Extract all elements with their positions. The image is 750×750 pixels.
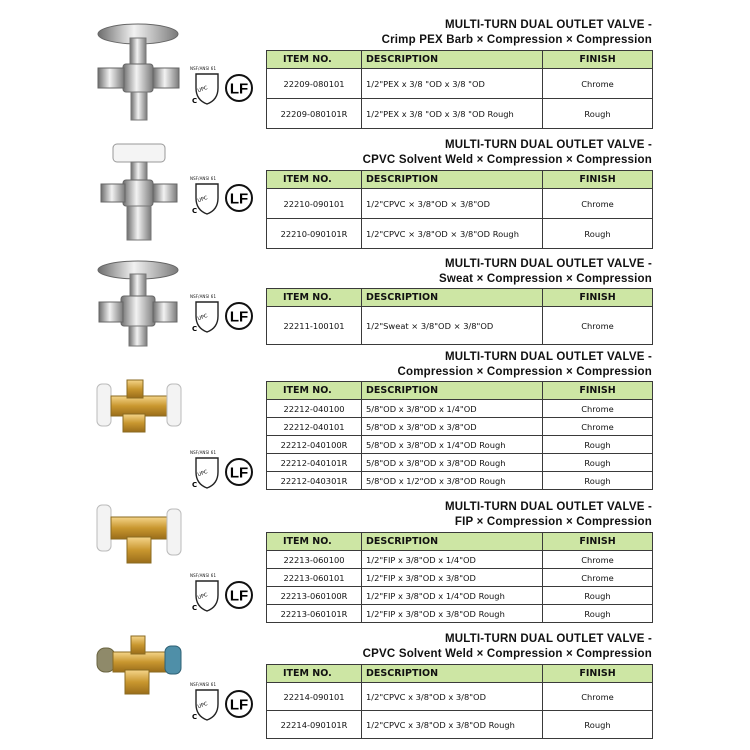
column-header-description: DESCRIPTION — [362, 171, 543, 189]
description-cell: 1/2"CPVC × 3/8"OD × 3/8"OD Rough — [362, 219, 543, 249]
item-number-cell: 22212-040100 — [267, 400, 362, 418]
section-title — [398, 350, 652, 380]
finish-cell: Chrome — [543, 418, 653, 436]
description-cell: 1/2"PEX x 3/8 "OD x 3/8 "OD Rough — [362, 99, 543, 129]
finish-cell: Rough — [543, 99, 653, 129]
lf-text: LF — [229, 308, 249, 326]
table-header-row — [267, 382, 653, 400]
item-number-cell: 22213-060100R — [267, 587, 362, 605]
table-header-row — [267, 171, 653, 189]
table-row — [267, 307, 653, 345]
table-row — [267, 551, 653, 569]
c-mark: C — [192, 713, 198, 721]
table-row — [267, 436, 653, 454]
upc-certification-icon — [192, 688, 222, 722]
column-header-description: DESCRIPTION — [362, 51, 543, 69]
lf-text: LF — [229, 464, 249, 482]
spec-table — [266, 532, 653, 623]
finish-cell: Rough — [543, 454, 653, 472]
item-number-cell: 22214-090101R — [267, 711, 362, 739]
upc-text: UPC — [196, 85, 209, 95]
c-mark: C — [192, 207, 198, 215]
item-number-cell: 22213-060100 — [267, 551, 362, 569]
finish-cell: Chrome — [543, 683, 653, 711]
table-row — [267, 219, 653, 249]
upc-certification-icon — [192, 72, 222, 106]
item-number-cell: 22210-090101R — [267, 219, 362, 249]
upc-certification-icon — [192, 300, 222, 334]
table-row — [267, 711, 653, 739]
column-header-item: ITEM NO. — [267, 382, 362, 400]
c-mark: C — [192, 604, 198, 612]
table-header-row — [267, 51, 653, 69]
upc-certification-icon — [192, 182, 222, 216]
lead-free-icon — [224, 689, 254, 719]
upc-text: UPC — [196, 313, 209, 323]
table-header-row — [267, 665, 653, 683]
upc-text: UPC — [196, 701, 209, 711]
finish-cell: Chrome — [543, 551, 653, 569]
section-title — [363, 138, 652, 168]
table-row — [267, 569, 653, 587]
description-cell: 1/2"FIP x 3/8"OD x 1/4"OD — [362, 551, 543, 569]
upc-certification-icon — [192, 456, 222, 490]
finish-cell: Chrome — [543, 307, 653, 345]
finish-cell: Chrome — [543, 69, 653, 99]
column-header-finish: FINISH — [543, 51, 653, 69]
spec-table — [266, 664, 653, 739]
section-title-line1: MULTI-TURN DUAL OUTLET VALVE - — [444, 501, 652, 513]
description-cell: 5/8"OD x 3/8"OD x 3/8"OD Rough — [362, 454, 543, 472]
finish-cell: Chrome — [543, 569, 653, 587]
column-header-finish: FINISH — [543, 171, 653, 189]
chrome-sweat-valve-image — [95, 260, 185, 350]
lead-free-icon — [224, 580, 254, 610]
brass-fip-valve-image — [95, 495, 185, 575]
chrome-pex-valve-image — [95, 16, 185, 126]
table-row — [267, 605, 653, 623]
chrome-cpvc-valve-image — [95, 136, 185, 246]
item-number-cell: 22212-040301R — [267, 472, 362, 490]
section-title-line2: Crimp PEX Barb × Compression × Compression — [381, 34, 652, 46]
lf-text: LF — [229, 80, 249, 98]
nsf-label: NSF/ANSI 61 — [190, 682, 217, 687]
column-header-finish: FINISH — [543, 665, 653, 683]
nsf-label: NSF/ANSI 61 — [190, 294, 217, 299]
upc-certification-icon — [192, 579, 222, 613]
table-header-row — [267, 533, 653, 551]
column-header-finish: FINISH — [543, 289, 653, 307]
finish-cell: Chrome — [543, 400, 653, 418]
description-cell: 5/8"OD x 3/8"OD x 3/8"OD — [362, 418, 543, 436]
c-mark: C — [192, 481, 198, 489]
section-title-line1: MULTI-TURN DUAL OUTLET VALVE - — [444, 258, 652, 270]
description-cell: 1/2"CPVC × 3/8"OD × 3/8"OD — [362, 189, 543, 219]
item-number-cell: 22212-040100R — [267, 436, 362, 454]
item-number-cell: 22213-060101 — [267, 569, 362, 587]
description-cell: 5/8"OD x 1/2"OD x 3/8"OD Rough — [362, 472, 543, 490]
section-title-line1: MULTI-TURN DUAL OUTLET VALVE - — [444, 351, 652, 363]
table-row — [267, 189, 653, 219]
column-header-item: ITEM NO. — [267, 665, 362, 683]
brass-compression-valve-image — [95, 370, 185, 445]
section-title-line2: CPVC Solvent Weld × Compression × Compression — [362, 648, 652, 660]
c-mark: C — [192, 325, 198, 333]
nsf-label: NSF/ANSI 61 — [190, 66, 217, 71]
section-title — [382, 18, 652, 48]
spec-table — [266, 50, 653, 129]
section-title — [439, 257, 652, 287]
section-title-line2: CPVC Solvent Weld × Compression × Compression — [362, 154, 652, 166]
table-header-row — [267, 289, 653, 307]
description-cell: 5/8"OD x 3/8"OD x 1/4"OD Rough — [362, 436, 543, 454]
finish-cell: Chrome — [543, 189, 653, 219]
description-cell: 1/2"CPVC x 3/8"OD x 3/8"OD — [362, 683, 543, 711]
column-header-description: DESCRIPTION — [362, 382, 543, 400]
section-title-line2: Compression × Compression × Compression — [397, 366, 652, 378]
section-title — [363, 632, 652, 662]
column-header-finish: FINISH — [543, 382, 653, 400]
brass-cpvc-valve-image — [95, 630, 185, 700]
section-title-line2: Sweat × Compression × Compression — [438, 273, 652, 285]
description-cell: 1/2"CPVC x 3/8"OD x 3/8"OD Rough — [362, 711, 543, 739]
description-cell: 1/2"Sweat × 3/8"OD × 3/8"OD — [362, 307, 543, 345]
table-row — [267, 472, 653, 490]
lf-text: LF — [229, 587, 249, 605]
c-mark: C — [192, 97, 198, 105]
spec-table — [266, 288, 653, 345]
nsf-label: NSF/ANSI 61 — [190, 176, 217, 181]
upc-text: UPC — [196, 469, 209, 479]
description-cell: 1/2"FIP x 3/8"OD x 1/4"OD Rough — [362, 587, 543, 605]
spec-table — [266, 381, 653, 490]
table-row — [267, 99, 653, 129]
lf-text: LF — [229, 696, 249, 714]
table-row — [267, 587, 653, 605]
lf-text: LF — [229, 190, 249, 208]
upc-text: UPC — [196, 592, 209, 602]
item-number-cell: 22210-090101 — [267, 189, 362, 219]
description-cell: 1/2"FIP x 3/8"OD x 3/8"OD — [362, 569, 543, 587]
column-header-item: ITEM NO. — [267, 171, 362, 189]
nsf-label: NSF/ANSI 61 — [190, 450, 217, 455]
finish-cell: Rough — [543, 711, 653, 739]
finish-cell: Rough — [543, 587, 653, 605]
item-number-cell: 22209-080101 — [267, 69, 362, 99]
item-number-cell: 22212-040101 — [267, 418, 362, 436]
column-header-finish: FINISH — [543, 533, 653, 551]
finish-cell: Rough — [543, 605, 653, 623]
finish-cell: Rough — [543, 436, 653, 454]
column-header-item: ITEM NO. — [267, 51, 362, 69]
column-header-item: ITEM NO. — [267, 289, 362, 307]
item-number-cell: 22211-100101 — [267, 307, 362, 345]
table-row — [267, 454, 653, 472]
description-cell: 1/2"PEX x 3/8 "OD x 3/8 "OD — [362, 69, 543, 99]
lead-free-icon — [224, 183, 254, 213]
section-title-line2: FIP × Compression × Compression — [454, 516, 652, 528]
section-title-line1: MULTI-TURN DUAL OUTLET VALVE - — [444, 633, 652, 645]
finish-cell: Rough — [543, 472, 653, 490]
nsf-label: NSF/ANSI 61 — [190, 573, 217, 578]
section-title — [445, 500, 652, 530]
column-header-item: ITEM NO. — [267, 533, 362, 551]
table-row — [267, 69, 653, 99]
lead-free-icon — [224, 301, 254, 331]
item-number-cell: 22214-090101 — [267, 683, 362, 711]
lead-free-icon — [224, 73, 254, 103]
item-number-cell: 22209-080101R — [267, 99, 362, 129]
item-number-cell: 22213-060101R — [267, 605, 362, 623]
spec-table — [266, 170, 653, 249]
section-title-line1: MULTI-TURN DUAL OUTLET VALVE - — [444, 139, 652, 151]
item-number-cell: 22212-040101R — [267, 454, 362, 472]
table-row — [267, 683, 653, 711]
table-row — [267, 418, 653, 436]
column-header-description: DESCRIPTION — [362, 533, 543, 551]
column-header-description: DESCRIPTION — [362, 289, 543, 307]
lead-free-icon — [224, 457, 254, 487]
description-cell: 1/2"FIP x 3/8"OD x 3/8"OD Rough — [362, 605, 543, 623]
column-header-description: DESCRIPTION — [362, 665, 543, 683]
section-title-line1: MULTI-TURN DUAL OUTLET VALVE - — [444, 19, 652, 31]
finish-cell: Rough — [543, 219, 653, 249]
description-cell: 5/8"OD x 3/8"OD x 1/4"OD — [362, 400, 543, 418]
upc-text: UPC — [196, 195, 209, 205]
table-row — [267, 400, 653, 418]
